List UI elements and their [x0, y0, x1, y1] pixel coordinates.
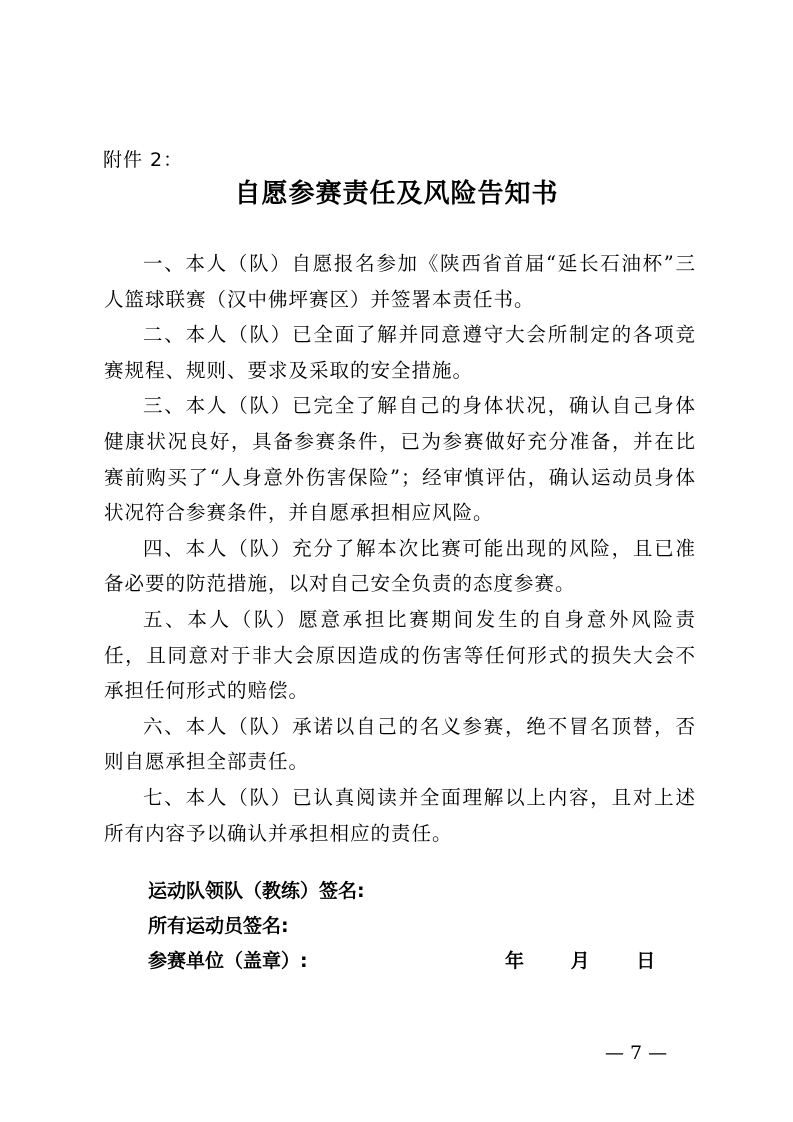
athletes-signature-label: 所有运动员签名:	[148, 915, 289, 937]
clause-7: 七、本人（队）已认真阅读并全面理解以上内容，且对上述所有内容予以确认并承担相应的责任。	[104, 785, 696, 845]
leader-signature-label: 运动队领队（教练）签名:	[148, 880, 365, 902]
page-number: — 7 —	[605, 1042, 668, 1064]
clause-6: 六、本人（队）承诺以自己的名义参赛，绝不冒名顶替，否则自愿承担全部责任。	[104, 714, 696, 774]
document-title: 自愿参赛责任及风险告知书	[234, 179, 559, 209]
unit-seal-label: 参赛单位（盖章）:	[148, 950, 308, 972]
date-label: 年 月 日	[505, 950, 676, 972]
clause-3: 三、本人（队）已完全了解自己的身体状况，确认自己身体健康状况良好，具备参赛条件，已为参赛做好充分准备，并在比赛前购买了“人身意外伤害保险”；经审慎评估，确认运动员身体状况符合参赛条件，并自愿承担相应风险。	[104, 394, 696, 525]
leader-signature-line	[148, 874, 628, 909]
unit-seal-line	[148, 944, 676, 979]
clause-5: 五、本人（队）愿意承担比赛期间发生的自身意外风险责任，且同意对于非大会原因造成的伤害等任何形式的损失大会不承担任何形式的赔偿。	[104, 607, 696, 703]
clause-1: 一、本人（队）自愿报名参加《陕西省首届“延长石油杯”三人篮球联赛（汉中佛坪赛区）并签署本责任书。	[104, 252, 696, 311]
clause-2: 二、本人（队）已全面了解并同意遵守大会所制定的各项竞赛规程、规则、要求及采取的安全措施。	[104, 323, 696, 382]
attachment-label: 附件 2：	[103, 149, 184, 171]
athletes-signature-line	[148, 909, 628, 944]
signature-block	[148, 874, 676, 979]
document-body	[104, 246, 696, 851]
clause-4: 四、本人（队）充分了解本次比赛可能出现的风险，且已准备必要的防范措施，以对自己安全负责的态度参赛。	[104, 536, 696, 596]
